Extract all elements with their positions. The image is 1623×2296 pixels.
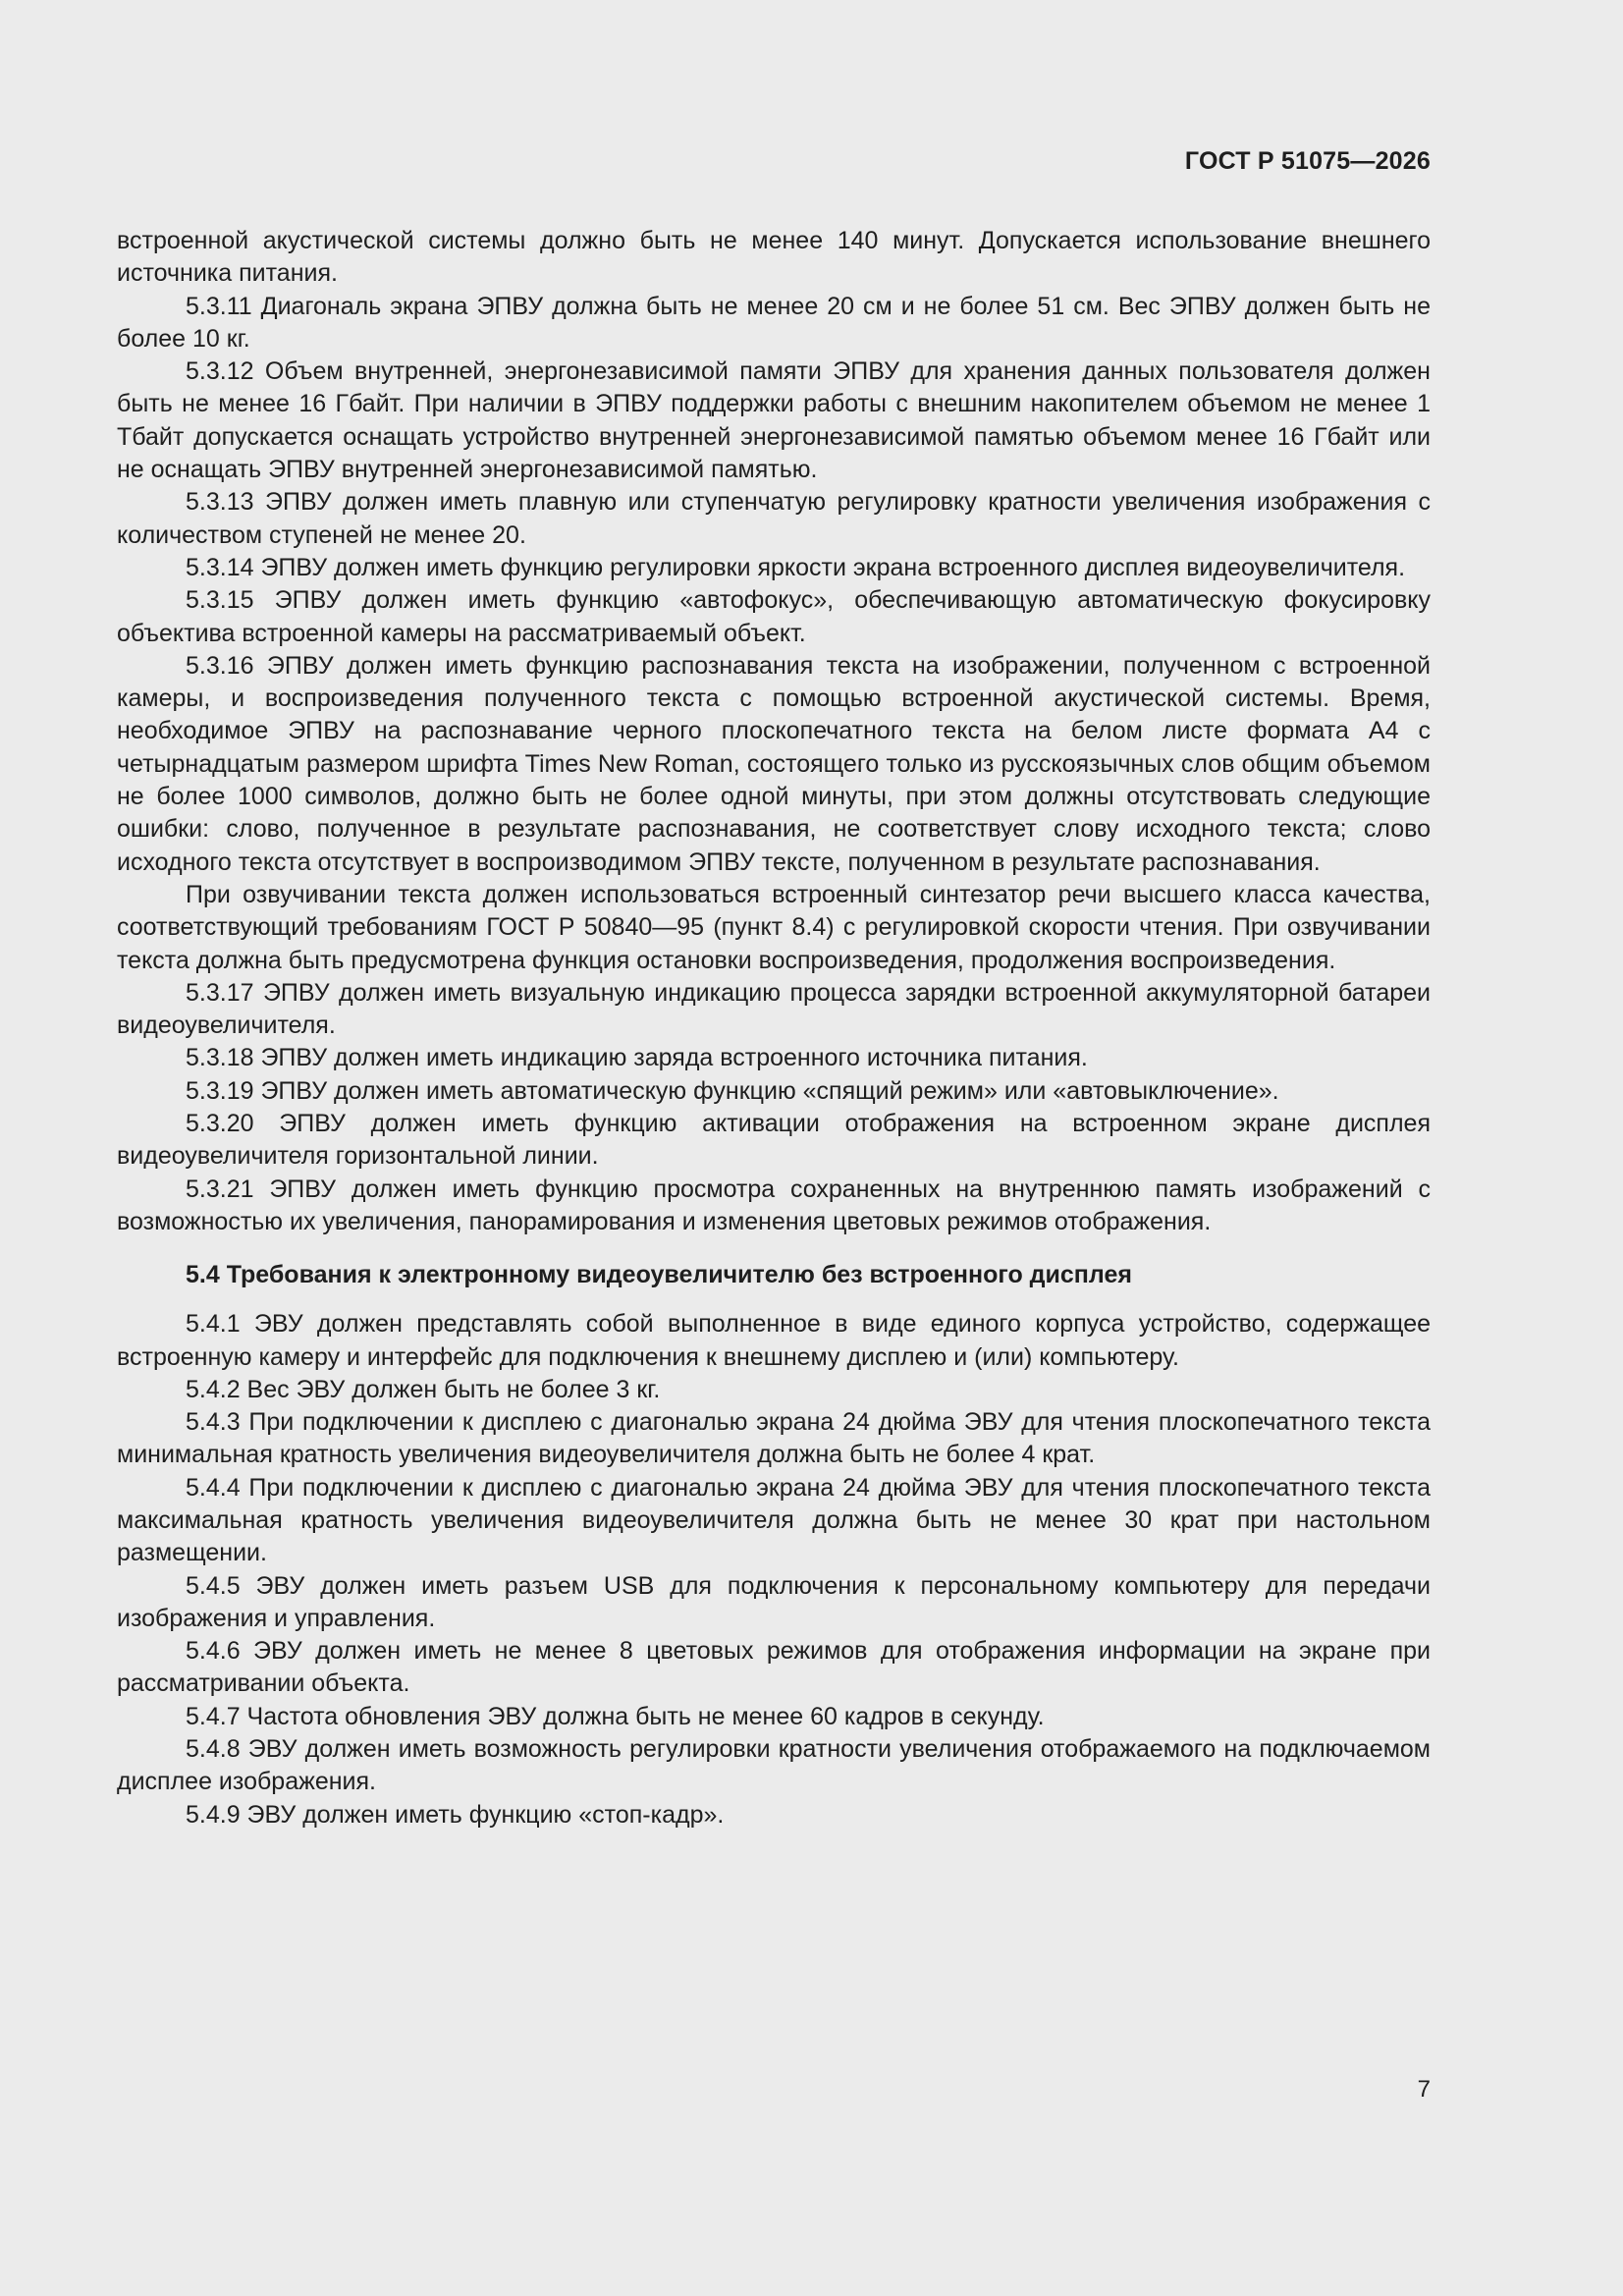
page-number: 7 (1417, 2076, 1431, 2103)
paragraph-5-3-17: 5.3.17 ЭПВУ должен иметь визуальную индикацию процесса зарядки встроенной аккумуляторной батареи видеоувеличителя. (117, 978, 1431, 1040)
paragraph-5-4-3: 5.4.3 При подключении к дисплею с диагональю экрана 24 дюйма ЭВУ для чтения плоскопечатного текста минимальная кратность увеличения видеоувеличителя должна быть не более 4 крат. (117, 1408, 1431, 1469)
paragraph-5-3-11: 5.3.11 Диагональ экрана ЭПВУ должна быть не менее 20 см и не более 51 см. Вес ЭПВУ должен быть не более 10 кг. (117, 292, 1431, 353)
section-heading-5-4: 5.4 Требования к электронному видеоувеличителю без встроенного дисплея (186, 1261, 1132, 1289)
paragraph-5-4-1: 5.4.1 ЭВУ должен представлять собой выполненное в виде единого корпуса устройство, содержащее встроенную камеру и интерфейс для подключения к внешнему дисплею и (или) компьютеру. (117, 1310, 1431, 1371)
document-header-standard-number: ГОСТ Р 51075—2026 (1184, 147, 1431, 175)
paragraph-5-3-21: 5.3.21 ЭПВУ должен иметь функцию просмотра сохраненных на внутреннюю память изображений с возможностью их увеличения, панорамирования и изменения цветовых режимов отображения. (117, 1175, 1431, 1235)
paragraph-5-4-5: 5.4.5 ЭВУ должен иметь разъем USB для подключения к персональному компьютеру для передачи изображения и управления. (117, 1571, 1431, 1632)
paragraph-5-4-2: 5.4.2 Вес ЭВУ должен быть не более 3 кг. (186, 1375, 661, 1403)
paragraph-5-3-20: 5.3.20 ЭПВУ должен иметь функцию активации отображения на встроенном экране дисплея видеоувеличителя горизонтальной линии. (117, 1110, 1431, 1171)
paragraph-5-3-15: 5.3.15 ЭПВУ должен иметь функцию «автофокус», обеспечивающую автоматическую фокусировку объектива встроенной камеры на рассматриваемый объект. (117, 586, 1431, 647)
paragraph-5-3-19: 5.3.19 ЭПВУ должен иметь автоматическую функцию «спящий режим» или «автовыключение». (186, 1076, 1279, 1105)
paragraph-5-3-16: 5.3.16 ЭПВУ должен иметь функцию распознавания текста на изображении, полученном с встроенной камеры, и воспроизведения полученного текста с помощью встроенной акустической системы. Время, необходимое ЭПВУ на распознавание черного плоскопечатного текста на белом листе формата А4 с четырнадцатым размером шрифта Times New Roman, состоящего только из русскоязычных слов общим объемом не более 1000 символов, должно быть не более одной минуты, при этом должны отсутствовать следующие ошибки: слово, полученное в результате распознавания, не соответствует слову исходного текста; слово исходного текста отсутствует в воспроизводимом ЭПВУ тексте, полученном в результате распознавания. (117, 651, 1431, 876)
paragraph-5-3-14: 5.3.14 ЭПВУ должен иметь функцию регулировки яркости экрана встроенного дисплея видеоувеличителя. (186, 553, 1406, 581)
paragraph-5-4-7: 5.4.7 Частота обновления ЭВУ должна быть не менее 60 кадров в секунду. (186, 1702, 1045, 1730)
paragraph-5-4-6: 5.4.6 ЭВУ должен иметь не менее 8 цветовых режимов для отображения информации на экране при рассматривании объекта. (117, 1637, 1431, 1698)
document-body (117, 225, 1431, 1831)
paragraph-5-4-8: 5.4.8 ЭВУ должен иметь возможность регулировки кратности увеличения отображаемого на подключаемом дисплее изображения. (117, 1735, 1431, 1796)
paragraph-5-4-4: 5.4.4 При подключении к дисплею с диагональю экрана 24 дюйма ЭВУ для чтения плоскопечатного текста максимальная кратность увеличения видеоувеличителя должна быть не менее 30 крат при настольном размещении. (117, 1473, 1431, 1567)
paragraph-5-4-9: 5.4.9 ЭВУ должен иметь функцию «стоп-кадр». (186, 1800, 725, 1829)
paragraph-continuation: встроенной акустической системы должно быть не менее 140 минут. Допускается использование внешнего источника питания. (117, 227, 1431, 288)
paragraph-5-3-18: 5.3.18 ЭПВУ должен иметь индикацию заряда встроенного источника питания. (186, 1044, 1088, 1072)
paragraph-5-3-13: 5.3.13 ЭПВУ должен иметь плавную или ступенчатую регулировку кратности увеличения изображения с количеством ступеней не менее 20. (117, 488, 1431, 549)
paragraph-5-3-12: 5.3.12 Объем внутренней, энергонезависимой памяти ЭПВУ для хранения данных пользователя должен быть не менее 16 Гбайт. При наличии в ЭПВУ поддержки работы с внешним накопителем объемом не менее 1 Тбайт допускается оснащать устройство внутренней энергонезависимой памятью объемом менее 16 Гбайт или не оснащать ЭПВУ внутренней энергонезависимой памятью. (117, 357, 1431, 484)
paragraph-5-3-16-speech: При озвучивании текста должен использоваться встроенный синтезатор речи высшего класса качества, соответствующий требованиям ГОСТ Р 50840—95 (пункт 8.4) с регулировкой скорости чтения. При озвучивании текста должна быть предусмотрена функция остановки воспроизведения, продолжения воспроизведения. (117, 880, 1431, 974)
